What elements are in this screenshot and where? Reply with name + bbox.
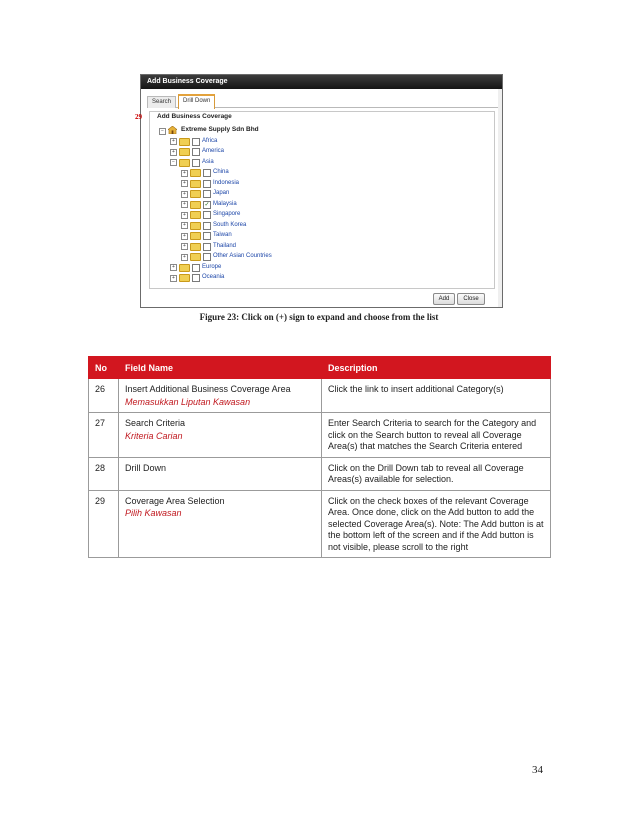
row-field [119, 457, 322, 490]
tab-drill-down[interactable]: Drill Down [178, 94, 215, 109]
tree-node [159, 188, 479, 199]
panel-heading: Add Business Coverage [157, 113, 232, 120]
step-marker: 29 [135, 113, 142, 121]
coverage-checkbox[interactable] [192, 274, 200, 282]
collapse-icon[interactable]: − [170, 159, 177, 166]
tree-node [159, 157, 479, 168]
tree-node-label[interactable]: Taiwan [213, 232, 232, 238]
folder-icon [179, 264, 190, 272]
tree-node-label[interactable]: Japan [213, 190, 230, 196]
table-row [89, 457, 551, 490]
coverage-checkbox[interactable] [192, 264, 200, 272]
tree-node [159, 136, 479, 147]
row-description: Click on the check boxes of the relevant Coverage Area. Once done, click on the Add button to add the selected Coverage Area(s). Note: The Add button is at the bottom left of the screen and if the Add button is not visible, please scroll to the right [322, 490, 551, 558]
folder-icon [190, 243, 201, 251]
figure-caption: Figure 23: Click on (+) sign to expand and choose from the list [199, 312, 439, 322]
coverage-checkbox[interactable] [203, 169, 211, 177]
folder-icon [190, 169, 201, 177]
tree-node-label[interactable]: China [213, 169, 229, 175]
tree-node [159, 167, 479, 178]
add-button[interactable]: Add [433, 293, 455, 305]
tree-node-label[interactable]: South Korea [213, 221, 247, 228]
tree-node-label[interactable]: Asia [202, 158, 214, 165]
row-no: 26 [89, 379, 119, 413]
expand-icon[interactable]: + [181, 212, 188, 219]
coverage-checkbox[interactable] [203, 253, 211, 261]
table-header-row [89, 357, 551, 379]
row-no: 27 [89, 413, 119, 458]
header-description: Description [322, 357, 551, 379]
expand-icon[interactable]: + [181, 201, 188, 208]
expand-icon[interactable]: + [170, 264, 177, 271]
expand-icon[interactable]: + [170, 138, 177, 145]
folder-icon [179, 148, 190, 156]
tree-node [159, 220, 479, 231]
table-row [89, 413, 551, 458]
tree-node-label[interactable]: Thailand [213, 242, 237, 249]
field-name: Insert Additional Business Coverage Area [125, 384, 291, 394]
tree-node [159, 178, 479, 189]
row-description: Click on the Drill Down tab to reveal all Coverage Areas(s) available for selection. [322, 457, 551, 490]
coverage-checkbox[interactable] [192, 138, 200, 146]
row-description: Click the link to insert additional Category(s) [322, 379, 551, 413]
folder-icon [190, 201, 201, 209]
tree-root-label[interactable]: Extreme Supply Sdn Bhd [181, 126, 259, 133]
expand-icon[interactable]: + [170, 149, 177, 156]
page-number: 34 [532, 764, 543, 776]
coverage-checkbox[interactable]: ✓ [204, 201, 210, 208]
field-name: Search Criteria [125, 418, 186, 428]
expand-icon[interactable]: + [181, 243, 188, 250]
tree-node-label[interactable]: Other Asian Countries [213, 253, 272, 259]
table-row [89, 490, 551, 558]
expand-icon[interactable]: + [181, 191, 188, 198]
field-name-malay: Pilih Kawasan [125, 508, 182, 518]
expand-icon[interactable]: + [181, 254, 188, 261]
folder-icon [179, 274, 190, 282]
coverage-checkbox[interactable] [192, 159, 200, 167]
tree-node [159, 241, 479, 252]
coverage-checkbox[interactable] [203, 222, 211, 230]
field-name-malay: Memasukkan Liputan Kawasan [125, 396, 251, 407]
folder-icon [190, 190, 201, 198]
folder-icon [179, 159, 190, 167]
tree-node [159, 209, 479, 220]
folder-icon [179, 138, 190, 146]
tree-node [159, 272, 479, 283]
folder-icon [190, 253, 201, 261]
tree-node-label[interactable]: Singapore [213, 211, 241, 217]
tree-root [159, 125, 479, 136]
folder-icon [190, 211, 201, 219]
collapse-icon[interactable]: − [159, 128, 166, 135]
expand-icon[interactable]: + [170, 275, 177, 282]
tab-search[interactable]: Search [147, 96, 176, 108]
row-no: 29 [89, 490, 119, 558]
row-field [119, 379, 322, 413]
table-row [89, 379, 551, 413]
tree-node-label[interactable]: Africa [202, 137, 218, 144]
folder-icon [190, 222, 201, 230]
field-name-malay: Kriteria Carian [125, 430, 183, 441]
tree-node [159, 230, 479, 241]
coverage-checkbox[interactable] [203, 232, 211, 240]
add-business-coverage-dialog [135, 74, 503, 308]
folder-icon [190, 232, 201, 240]
field-name: Drill Down [125, 462, 167, 473]
header-field-name: Field Name [119, 357, 322, 379]
tree-node [159, 146, 479, 157]
expand-icon[interactable]: + [181, 170, 188, 177]
field-description-table [88, 356, 551, 558]
tree-node-label[interactable]: Europe [202, 263, 222, 270]
tree-node-label[interactable]: America [202, 148, 225, 154]
coverage-checkbox[interactable] [203, 180, 211, 188]
row-description: Enter Search Criteria to search for the Category and click on the Search button to reveal all Coverage Area(s) that matches the Search Criteria entered [322, 413, 551, 458]
company-home-icon [168, 126, 177, 134]
tree-node [159, 262, 479, 273]
field-name: Coverage Area Selection [125, 495, 225, 506]
tree-node-label[interactable]: Oceania [202, 274, 225, 280]
coverage-checkbox[interactable] [203, 243, 211, 251]
expand-icon[interactable]: + [181, 233, 188, 240]
expand-icon[interactable]: + [181, 180, 188, 187]
row-field [119, 413, 322, 458]
tree-node-label[interactable]: Indonesia [213, 179, 240, 186]
coverage-checkbox[interactable] [192, 148, 200, 156]
dialog-title: Add Business Coverage [141, 75, 502, 89]
tree-node [159, 199, 479, 210]
tab-bar [147, 95, 498, 108]
coverage-tree [159, 125, 479, 283]
row-no: 28 [89, 457, 119, 490]
coverage-checkbox[interactable] [203, 211, 211, 219]
tree-node-label[interactable]: Malaysia [213, 200, 237, 207]
tree-node [159, 251, 479, 262]
folder-icon [190, 180, 201, 188]
coverage-checkbox[interactable] [203, 190, 211, 198]
expand-icon[interactable]: + [181, 222, 188, 229]
row-field [119, 490, 322, 558]
header-no: No [89, 357, 119, 379]
close-button[interactable]: Close [457, 293, 485, 305]
vertical-scrollbar[interactable] [498, 89, 502, 307]
